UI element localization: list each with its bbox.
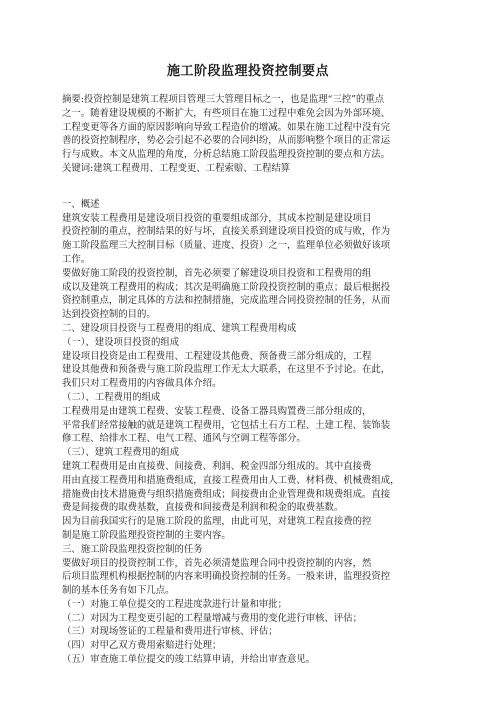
abstract-line: 行与成败。本文从监理的角度，分析总结施工阶段监理投资控制的要点和方法。: [62, 149, 391, 161]
body-line: 平常我们经常接触的就是建筑工程费用，它包括土石方工程、土建工程、装饰装: [62, 419, 391, 431]
list-item: （三）对现场签证的工程量和费用进行审核、评估；: [62, 626, 278, 638]
body-line: 后项目监理机构根据控制的内容来明确投资控制的任务。一般来讲，监理投资控: [62, 571, 391, 583]
document-title: 施工阶段监理投资控制要点: [166, 64, 329, 79]
body-line: 制是施工阶段监理投资控制的主要内容。: [62, 529, 231, 541]
body-line: 资控制重点，制定具体的方法和控制措施，完成监理合同投资控制的任务，从而: [62, 295, 391, 307]
list-item: （一）对施工单位提交的工程进度款进行计量和审批；: [62, 598, 288, 610]
body-line: 要做好施工阶段的投资控制，首先必须要了解建设项目投资和工程费用的组: [62, 267, 372, 279]
abstract-line: 善的投资控制程序，势必会引起不必要的合同纠纷，从而影响整个项目的正常运: [62, 135, 391, 147]
subsection-heading: （二）、工程费用的组成: [62, 391, 161, 403]
body-text: [62, 198, 434, 667]
body-line: 建筑工程费用是由直接费、间接费、利润、税金四部分组成的。其中直接费: [62, 460, 372, 472]
subsection-heading: （一）、建设项目投资的组成: [62, 336, 180, 348]
body-line: 措施费由技术措施费与组织措施费组成；间接费由企业管理费和规费组成。直接: [62, 488, 391, 500]
body-line: 建设其他费和预备费与施工阶段监理工作无太大联系，在这里不予讨论。在此，: [62, 364, 391, 376]
abstract-line: 之一。随着建设规模的不断扩大，有些项目在施工过程中难免会因为外部环境、: [62, 107, 391, 119]
list-item: （五）审查施工单位提交的竣工结算申请，并给出审查意见。: [62, 654, 316, 666]
body-line: 达到投资控制的目的。: [62, 309, 156, 321]
abstract-block: [62, 93, 434, 176]
body-line: 施工阶段监理三大控制目标（质量、进度、投资）之一，监理单位必须做好该项: [62, 240, 391, 252]
body-line: 我们只对工程费用的内容做具体介绍。: [62, 378, 222, 390]
abstract-line: 工程变更等各方面的原因影响向导致工程造价的增减。如果在施工过程中没有完: [62, 121, 391, 133]
section-heading: 三、施工阶段监理投资控制的任务: [62, 543, 203, 555]
body-line: 投资控制的重点，控制结果的好与坏，直接关系到建设项目投资的成与败，作为: [62, 226, 391, 238]
list-item: （四）对甲乙双方费用索赔进行处理；: [62, 640, 222, 652]
body-line: 因为目前我国实行的是施工阶段的监理，由此可见，对建筑工程直接费的控: [62, 516, 372, 528]
body-line: 建设项目投资是由工程费用、工程建设其他费、预备费三部分组成的，工程: [62, 350, 372, 362]
body-line: 制的基本任务有如下几点。: [62, 585, 175, 597]
abstract-line: 摘要:投资控制是建筑工程项目管理三大管理目标之一，也是监理“三控”的重点: [62, 94, 385, 105]
list-item: （二）对因为工程变更引起的工程量增减与费用的变化进行审核、评估；: [62, 612, 363, 624]
body-line: 用由直接工程费用和措施费组成，直接工程费用由人工费、材料费、机械费组成，: [62, 474, 400, 486]
body-line: 成以及建筑工程费用的构成；其次是明确施工阶段投资控制的重点；最后根据投: [62, 281, 391, 293]
body-line: 建筑安装工程费用是建设项目投资的重要组成部分，其成本控制是建设项目: [62, 212, 372, 224]
section-heading: 一、概述: [62, 198, 100, 210]
section-heading: 二、建设项目投资与工程费用的组成、建筑工程费用构成: [62, 322, 297, 334]
body-line: 工作。: [62, 253, 91, 265]
subsection-heading: （三）、建筑工程费用的组成: [62, 447, 180, 459]
keywords-line: 关键词:建筑工程费用、工程变更、工程索赔、工程结算: [62, 162, 291, 174]
body-line: 修工程、给排水工程、电气工程、通风与空调工程等部分。: [62, 433, 306, 445]
body-line: 工程费用是由建筑工程费、安装工程费、设备工器具购置费三部分组成的，: [62, 405, 372, 417]
body-line: 费是间接费的取费基数，直接费和间接费是利润和税金的取费基数。: [62, 502, 344, 514]
body-line: 要做好项目的投资控制工作，首先必须清楚监理合同中投资控制的内容，然: [62, 557, 372, 569]
